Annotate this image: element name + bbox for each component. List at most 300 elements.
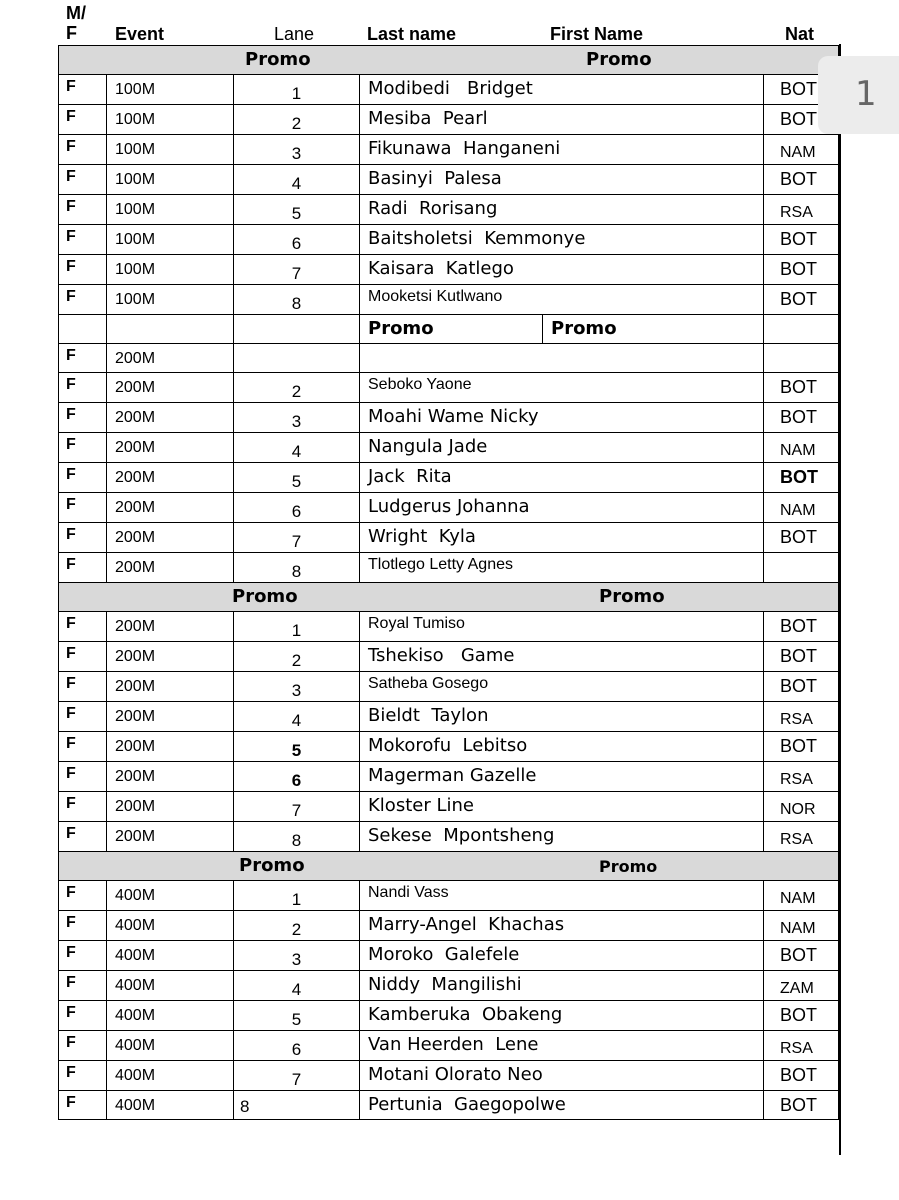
mf-value: F — [66, 556, 76, 573]
athlete-name: Bieldt Taylon — [368, 705, 489, 726]
nat-value: BOT — [780, 169, 818, 189]
mf-value: F — [66, 138, 76, 155]
lane-value: 2 — [291, 382, 302, 401]
cell-mf — [59, 911, 107, 941]
cell-event — [107, 941, 234, 971]
table-row — [59, 822, 839, 852]
mf-value: F — [66, 168, 76, 185]
header-event: Event — [115, 24, 165, 44]
cell-event — [107, 911, 234, 941]
table-row — [59, 75, 839, 105]
athlete-name: Van Heerden Lene — [368, 1034, 539, 1055]
athlete-name: Satheba Gosego — [368, 675, 489, 692]
event-value: 200M — [115, 768, 156, 785]
lane-value: 8 — [291, 831, 302, 850]
cell-athlete-name — [360, 493, 764, 523]
cell-athlete-name — [360, 165, 764, 195]
cell-mf — [59, 344, 107, 373]
lane-value: 4 — [291, 980, 302, 999]
event-value: 400M — [115, 1097, 156, 1114]
cell-athlete-name — [360, 225, 764, 255]
nat-value: BOT — [780, 676, 818, 696]
cell-event — [107, 255, 234, 285]
event-value: 200M — [115, 708, 156, 725]
table-row — [59, 911, 839, 941]
cell-lane — [234, 1031, 360, 1061]
nat-value: RSA — [780, 711, 813, 728]
cell-event — [107, 195, 234, 225]
cell-nat — [764, 373, 839, 403]
athlete-name: Tshekiso Game — [368, 645, 515, 666]
event-value: 100M — [115, 261, 156, 278]
cell-athlete-name — [360, 732, 764, 762]
cell-event — [107, 1001, 234, 1031]
cell-event — [107, 523, 234, 553]
nat-value: NAM — [780, 442, 816, 459]
cell-event — [107, 433, 234, 463]
event-value: 100M — [115, 81, 156, 98]
lane-value: 5 — [291, 1010, 302, 1029]
table-right-border — [839, 44, 841, 1155]
lane-value: 1 — [291, 621, 302, 640]
lane-value: 6 — [291, 771, 302, 790]
cell-mf — [59, 195, 107, 225]
cell-event — [107, 762, 234, 792]
table-row — [59, 523, 839, 553]
cell-event — [107, 881, 234, 911]
mf-value: F — [66, 288, 76, 305]
event-value: 200M — [115, 379, 156, 396]
athlete-name: Pertunia Gaegopolwe — [368, 1094, 566, 1115]
mf-value: F — [66, 735, 76, 752]
cell-mf — [59, 1091, 107, 1120]
cell-lane — [234, 344, 360, 373]
section-header-row — [59, 46, 839, 75]
nat-value: NAM — [780, 144, 816, 161]
table-row — [59, 971, 839, 1001]
cell-nat — [764, 822, 839, 852]
mf-value: F — [66, 347, 76, 364]
cell-nat — [764, 881, 839, 911]
nat-value: BOT — [780, 467, 818, 487]
cell-athlete-name — [360, 285, 764, 315]
nat-value: BOT — [780, 945, 818, 965]
header-lane: Lane — [274, 24, 315, 44]
lane-value: 8 — [291, 562, 302, 581]
table-row — [59, 135, 839, 165]
table-row — [59, 732, 839, 762]
cell-athlete-name — [360, 702, 764, 732]
cell-nat — [764, 941, 839, 971]
athlete-name: Marry-Angel Khachas — [368, 914, 565, 935]
cell-mf — [59, 553, 107, 583]
athlete-name: Motani Olorato Neo — [368, 1064, 543, 1085]
cell-lane — [234, 911, 360, 941]
nat-value: RSA — [780, 831, 813, 848]
inline-promo-right-cell — [543, 315, 764, 344]
cell-lane — [234, 1091, 360, 1120]
cell-athlete-name — [360, 553, 764, 583]
cell-athlete-name — [360, 762, 764, 792]
cell-event — [107, 1091, 234, 1120]
section-right-label: Promo — [586, 49, 652, 70]
table-row — [59, 1001, 839, 1031]
lane-value: 5 — [291, 741, 302, 760]
cell-lane — [234, 822, 360, 852]
mf-value: F — [66, 944, 76, 961]
lane-value: 8 — [240, 1097, 250, 1116]
athlete-name: Kaisara Katlego — [368, 258, 514, 279]
cell-nat — [764, 762, 839, 792]
cell-lane — [234, 702, 360, 732]
cell-event — [107, 642, 234, 672]
nat-value: BOT — [780, 377, 818, 397]
cell-nat — [764, 553, 839, 583]
nat-value: BOT — [780, 1005, 818, 1025]
cell-mf — [59, 881, 107, 911]
page-number-badge[interactable] — [818, 56, 899, 134]
cell-event — [107, 672, 234, 702]
mf-value: F — [66, 108, 76, 125]
cell-event — [107, 493, 234, 523]
cell-mf — [59, 285, 107, 315]
table-row — [59, 344, 839, 373]
nat-value: NAM — [780, 890, 816, 907]
section-header-row — [59, 583, 839, 612]
mf-value: F — [66, 228, 76, 245]
cell-mf — [59, 792, 107, 822]
event-value: 200M — [115, 469, 156, 486]
cell-athlete-name — [360, 255, 764, 285]
table-row — [59, 792, 839, 822]
mf-value: F — [66, 825, 76, 842]
nat-value: RSA — [780, 1040, 813, 1057]
cell-lane — [234, 255, 360, 285]
table-row — [59, 1061, 839, 1091]
event-value: 200M — [115, 828, 156, 845]
cell-lane — [234, 225, 360, 255]
athlete-name: Seboko Yaone — [368, 376, 472, 393]
table-row — [59, 1091, 839, 1120]
athlete-name: Wright Kyla — [368, 526, 476, 547]
cell-event — [107, 822, 234, 852]
header-last-name: Last name — [367, 24, 457, 44]
athlete-name: Basinyi Palesa — [368, 168, 502, 189]
nat-value: BOT — [780, 616, 818, 636]
cell-lane — [234, 881, 360, 911]
cell-lane — [234, 971, 360, 1001]
table-row — [59, 255, 839, 285]
inline-promo-left-label: Promo — [368, 318, 434, 339]
cell-athlete-name — [360, 463, 764, 493]
cell-mf — [59, 762, 107, 792]
cell-lane — [234, 642, 360, 672]
cell-nat — [764, 971, 839, 1001]
lane-value: 7 — [291, 264, 302, 283]
table-row — [59, 463, 839, 493]
cell-athlete-name — [360, 105, 764, 135]
cell-lane — [234, 403, 360, 433]
athlete-name: Kloster Line — [368, 795, 474, 816]
athlete-name: Tlotlego Letty Agnes — [368, 556, 513, 573]
mf-value: F — [66, 406, 76, 423]
athlete-name: Moahi Wame Nicky — [368, 406, 539, 427]
cell-event — [107, 1061, 234, 1091]
cell-mf — [59, 732, 107, 762]
cell-athlete-name — [360, 1091, 764, 1120]
table-row — [59, 225, 839, 255]
cell-lane — [234, 285, 360, 315]
mf-value: F — [66, 615, 76, 632]
event-value: 100M — [115, 111, 156, 128]
cell-mf — [59, 255, 107, 285]
cell-nat — [764, 463, 839, 493]
cell-event — [107, 285, 234, 315]
cell-mf — [59, 1061, 107, 1091]
cell-event — [107, 732, 234, 762]
cell-athlete-name — [360, 971, 764, 1001]
cell-nat — [764, 612, 839, 642]
table-row — [59, 105, 839, 135]
cell-athlete-name — [360, 1001, 764, 1031]
lane-value: 4 — [291, 711, 302, 730]
mf-value: F — [66, 645, 76, 662]
nat-value: BOT — [780, 259, 818, 279]
lane-value: 3 — [291, 950, 302, 969]
page-number: 1 — [855, 74, 877, 114]
inline-promo-left-cell — [360, 315, 543, 344]
cell-event — [107, 135, 234, 165]
athlete-name: Magerman Gazelle — [368, 765, 537, 786]
cell-lane — [234, 1001, 360, 1031]
event-value: 400M — [115, 1007, 156, 1024]
cell-mf — [59, 523, 107, 553]
cell-nat — [764, 225, 839, 255]
mf-value: F — [66, 974, 76, 991]
mf-value: F — [66, 1004, 76, 1021]
section-left-label: Promo — [239, 855, 305, 876]
event-value: 400M — [115, 917, 156, 934]
lane-value: 3 — [291, 412, 302, 431]
cell-mf — [59, 1001, 107, 1031]
mf-value: F — [66, 78, 76, 95]
lane-value: 1 — [291, 890, 302, 909]
cell-mf — [59, 165, 107, 195]
table-row — [59, 285, 839, 315]
nat-value: NOR — [780, 801, 816, 818]
cell-lane — [234, 105, 360, 135]
cell-lane — [234, 941, 360, 971]
cell-event — [107, 1031, 234, 1061]
cell-nat — [764, 642, 839, 672]
nat-value: BOT — [780, 407, 818, 427]
cell-lane — [234, 612, 360, 642]
nat-value: BOT — [780, 229, 818, 249]
nat-value: BOT — [780, 1065, 818, 1085]
athlete-name: Nandi Vass — [368, 884, 449, 901]
event-value: 200M — [115, 350, 156, 367]
cell-athlete-name — [360, 433, 764, 463]
lane-value: 7 — [291, 532, 302, 551]
cell-lane — [234, 433, 360, 463]
cell-mf — [59, 941, 107, 971]
cell-empty — [764, 315, 839, 344]
cell-event — [107, 403, 234, 433]
header-mf: M/ F — [66, 3, 86, 43]
table-row — [59, 165, 839, 195]
mf-value: F — [66, 496, 76, 513]
cell-lane — [234, 1061, 360, 1091]
nat-value: BOT — [780, 289, 818, 309]
event-value: 200M — [115, 499, 156, 516]
cell-athlete-name — [360, 792, 764, 822]
lane-value: 6 — [291, 234, 302, 253]
nat-value: BOT — [780, 646, 818, 666]
inline-promo-right-label: Promo — [551, 318, 617, 339]
mf-value: F — [66, 765, 76, 782]
mf-value: F — [66, 795, 76, 812]
mf-value: F — [66, 914, 76, 931]
event-value: 100M — [115, 201, 156, 218]
start-list-table — [58, 45, 839, 1120]
nat-value: BOT — [780, 79, 818, 99]
cell-mf — [59, 373, 107, 403]
table-row — [59, 1031, 839, 1061]
lane-value: 2 — [291, 651, 302, 670]
table-row — [59, 642, 839, 672]
cell-athlete-name — [360, 822, 764, 852]
cell-empty — [59, 315, 107, 344]
lane-value: 3 — [291, 681, 302, 700]
cell-mf — [59, 493, 107, 523]
section-header-cell — [59, 583, 839, 612]
cell-nat — [764, 285, 839, 315]
athlete-name: Fikunawa Hanganeni — [368, 138, 561, 159]
nat-value: BOT — [780, 1095, 818, 1115]
event-value: 400M — [115, 1037, 156, 1054]
nat-value: BOT — [780, 109, 818, 129]
event-value: 200M — [115, 798, 156, 815]
lane-value: 6 — [291, 502, 302, 521]
cell-empty — [107, 315, 234, 344]
athlete-name: Mokorofu Lebitso — [368, 735, 528, 756]
event-value: 100M — [115, 171, 156, 188]
mf-value: F — [66, 1034, 76, 1051]
table-row — [59, 373, 839, 403]
inline-promo-row — [59, 315, 839, 344]
cell-event — [107, 792, 234, 822]
mf-value: F — [66, 436, 76, 453]
cell-mf — [59, 225, 107, 255]
cell-athlete-name — [360, 1031, 764, 1061]
table-row — [59, 493, 839, 523]
event-value: 200M — [115, 409, 156, 426]
cell-athlete-name — [360, 403, 764, 433]
cell-mf — [59, 1031, 107, 1061]
cell-event — [107, 702, 234, 732]
cell-nat — [764, 523, 839, 553]
lane-value: 5 — [291, 204, 302, 223]
table-row — [59, 702, 839, 732]
athlete-name: Radi Rorisang — [368, 198, 498, 219]
athlete-name: Modibedi Bridget — [368, 78, 533, 99]
athlete-name: Nangula Jade — [368, 436, 488, 457]
cell-mf — [59, 463, 107, 493]
section-header-cell — [59, 46, 839, 75]
event-value: 400M — [115, 1067, 156, 1084]
event-value: 200M — [115, 648, 156, 665]
athlete-name: Moroko Galefele — [368, 944, 520, 965]
cell-athlete-name — [360, 672, 764, 702]
lane-value: 3 — [291, 144, 302, 163]
event-value: 200M — [115, 618, 156, 635]
lane-value: 2 — [291, 114, 302, 133]
nat-value: ZAM — [780, 980, 814, 997]
cell-athlete-name — [360, 612, 764, 642]
cell-event — [107, 105, 234, 135]
cell-event — [107, 344, 234, 373]
cell-athlete-name — [360, 373, 764, 403]
table-row — [59, 195, 839, 225]
event-value: 400M — [115, 887, 156, 904]
mf-value: F — [66, 705, 76, 722]
section-left-label: Promo — [245, 49, 311, 70]
table-row — [59, 403, 839, 433]
cell-event — [107, 225, 234, 255]
cell-lane — [234, 732, 360, 762]
cell-mf — [59, 135, 107, 165]
cell-mf — [59, 612, 107, 642]
mf-value: F — [66, 466, 76, 483]
cell-athlete-name — [360, 941, 764, 971]
cell-event — [107, 553, 234, 583]
cell-athlete-name — [360, 642, 764, 672]
cell-athlete-name — [360, 1061, 764, 1091]
cell-mf — [59, 702, 107, 732]
mf-value: F — [66, 258, 76, 275]
athlete-name: Mooketsi Kutlwano — [368, 288, 503, 305]
cell-nat — [764, 195, 839, 225]
lane-value: 1 — [291, 84, 302, 103]
cell-mf — [59, 672, 107, 702]
table-row — [59, 612, 839, 642]
event-value: 400M — [115, 947, 156, 964]
cell-event — [107, 463, 234, 493]
cell-lane — [234, 135, 360, 165]
lane-value: 5 — [291, 472, 302, 491]
lane-value: 4 — [291, 442, 302, 461]
cell-nat — [764, 1091, 839, 1120]
mf-value: F — [66, 884, 76, 901]
mf-value: F — [66, 526, 76, 543]
lane-value: 4 — [291, 174, 302, 193]
cell-athlete-name — [360, 75, 764, 105]
cell-athlete-name — [360, 911, 764, 941]
lane-value: 7 — [291, 1070, 302, 1089]
event-value: 200M — [115, 559, 156, 576]
section-header-row — [59, 852, 839, 881]
cell-athlete-name — [360, 135, 764, 165]
cell-lane — [234, 553, 360, 583]
table-row — [59, 672, 839, 702]
athlete-name: Baitsholetsi Kemmonye — [368, 228, 586, 249]
athlete-name: Ludgerus Johanna — [368, 496, 530, 517]
cell-nat — [764, 255, 839, 285]
table-row — [59, 433, 839, 463]
nat-value: RSA — [780, 771, 813, 788]
header-first-name: First Name — [550, 24, 644, 44]
cell-nat — [764, 433, 839, 463]
